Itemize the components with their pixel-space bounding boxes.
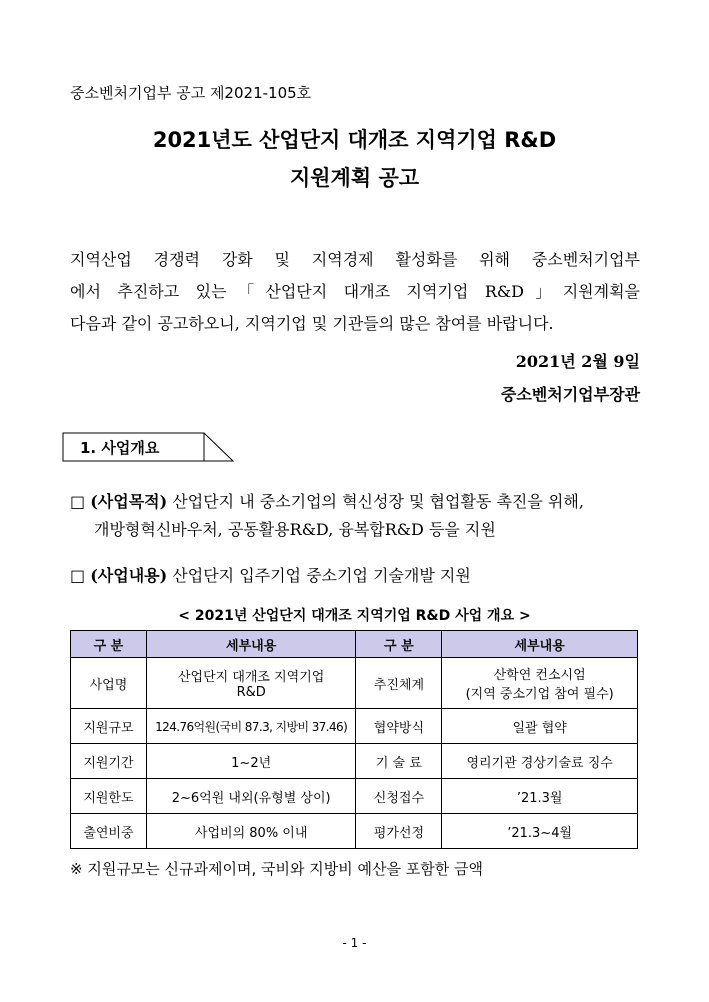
row-key: 지원규모 (71, 709, 147, 744)
row-value (146, 658, 356, 709)
content-label: (사업내용) (90, 566, 168, 585)
value-line: 산업단지 대개조 지역기업 (177, 670, 325, 685)
row-value: ’21.3~4월 (442, 814, 638, 849)
row-key: 신청접수 (356, 779, 442, 814)
page-number: - 1 - (342, 936, 367, 950)
row-value (442, 658, 638, 709)
document-title-line2: 지원계획 공고 (289, 166, 420, 190)
section-title: 1. 사업개요 (80, 439, 160, 457)
checkbox-symbol: □ (70, 492, 86, 511)
row-key: 기 술 료 (356, 744, 442, 779)
intro-line-1: 지역산업 경쟁력 강화 및 지역경제 활성화를 위해 중소벤처기업부 (70, 250, 640, 269)
content-text: 산업단지 입주기업 중소기업 기술개발 지원 (172, 566, 471, 585)
row-value: 1~2년 (146, 744, 356, 779)
value-line: (지역 중소기업 참여 필수) (465, 687, 614, 702)
table-row (71, 744, 638, 779)
issuer: 중소벤처기업부장관 (500, 385, 640, 404)
row-value: 124.76억원(국비 87.3, 지방비 37.46) (146, 709, 356, 744)
intro-line-2: 에서 추진하고 있는「산업단지 대개조 지역기업 R&D」지원계획을 (70, 282, 640, 301)
header-category-1: 구 분 (71, 631, 147, 658)
header-detail-2: 세부내용 (442, 631, 638, 658)
purpose-text-2: 개방형혁신바우처, 공동활용R&D, 융복합R&D 등을 지원 (94, 520, 496, 539)
content-bullet (70, 563, 471, 586)
row-key: 평가선정 (356, 814, 442, 849)
row-key: 지원기간 (71, 744, 147, 779)
value-line: 산학연 컨소시엄 (493, 668, 586, 683)
footnote: ※ 지원규모는 신규과제이며, 국비와 지방비 예산을 포함한 금액 (70, 860, 483, 878)
row-value: 영리기관 경상기술료 징수 (442, 744, 638, 779)
value-line: R&D (236, 685, 266, 700)
notice-number: 중소벤처기업부 공고 제2021-105호 (70, 84, 312, 102)
checkbox-symbol: □ (70, 566, 86, 585)
row-value: 사업비의 80% 이내 (146, 814, 356, 849)
row-value: 일괄 협약 (442, 709, 638, 744)
row-key: 추진체계 (356, 658, 442, 709)
header-category-2: 구 분 (356, 631, 442, 658)
row-value: 2~6억원 내외(유형별 상이) (146, 779, 356, 814)
table-header-row (71, 631, 638, 658)
row-key: 출연비중 (71, 814, 147, 849)
document-title-line1: 2021년도 산업단지 대개조 지역기업 R&D (152, 128, 557, 152)
section-header (62, 432, 234, 462)
row-key: 사업명 (71, 658, 147, 709)
row-key: 지원한도 (71, 779, 147, 814)
announcement-date: 2021년 2월 9일 (515, 352, 640, 371)
row-value: ’21.3월 (442, 779, 638, 814)
purpose-bullet (70, 489, 584, 512)
overview-table (70, 630, 638, 849)
table-title: < 2021년 산업단지 대개조 지역기업 R&D 사업 개요 > (178, 608, 531, 624)
intro-line-3: 다음과 같이 공고하오니, 지역기업 및 기관들의 많은 참여를 바랍니다. (70, 314, 554, 333)
table-row (71, 658, 638, 709)
purpose-label: (사업목적) (90, 492, 168, 511)
table-row (71, 779, 638, 814)
row-key: 협약방식 (356, 709, 442, 744)
header-detail-1: 세부내용 (146, 631, 356, 658)
table-row (71, 709, 638, 744)
purpose-text-1: 산업단지 내 중소기업의 혁신성장 및 협업활동 촉진을 위해, (172, 492, 584, 511)
table-row (71, 814, 638, 849)
